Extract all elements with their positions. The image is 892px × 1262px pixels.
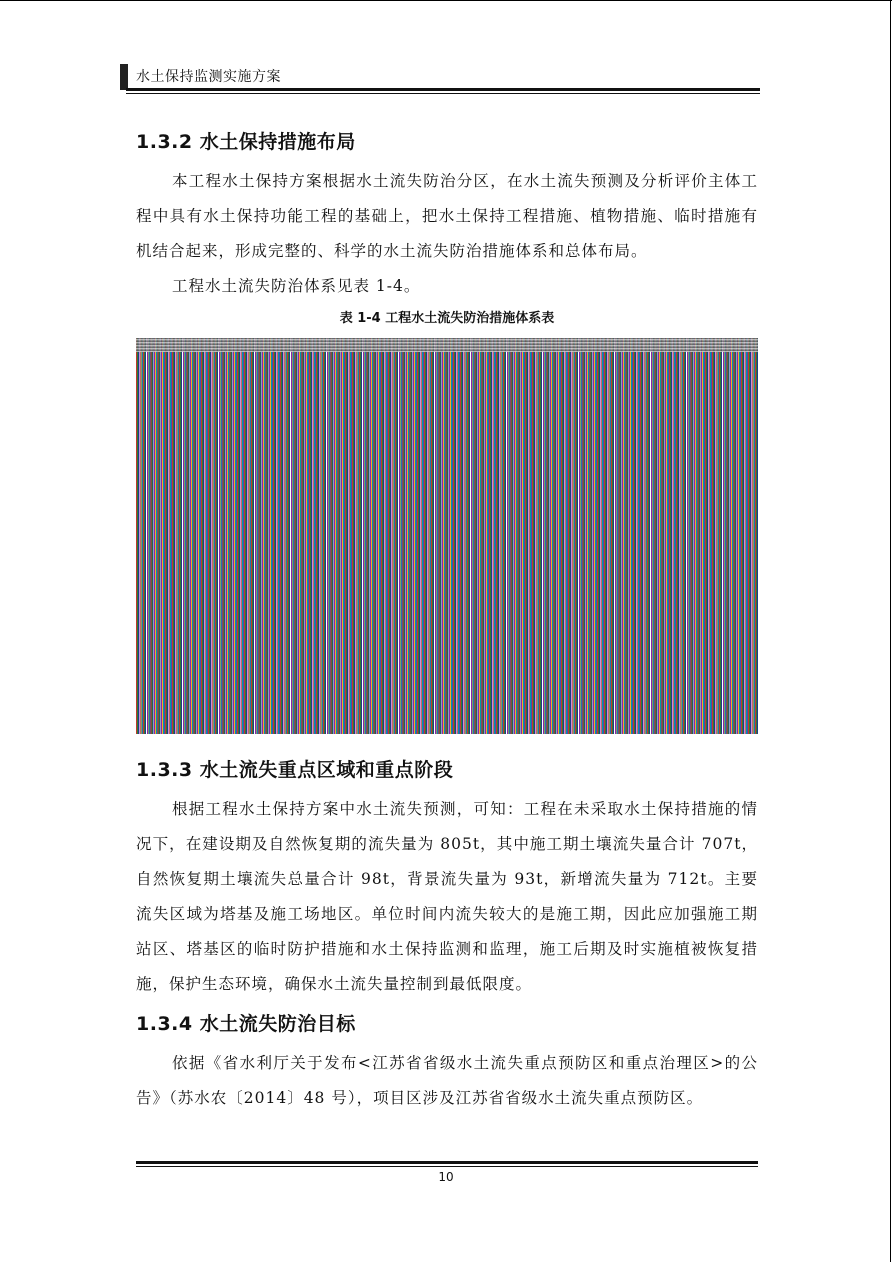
section-heading-1-3-2: 1.3.2 水土保持措施布局 xyxy=(136,131,356,153)
section-heading-1-3-3: 1.3.3 水土流失重点区域和重点阶段 xyxy=(136,759,454,781)
header-rule xyxy=(126,88,760,91)
page-border-top xyxy=(0,0,892,1)
table-image-corrupted xyxy=(136,338,758,734)
table-image-noise-band xyxy=(136,338,758,352)
paragraph: 本工程水土保持方案根据水土流失防治分区，在水土流失预测及分析评价主体工程中具有水土保持功能工程的基础上，把水土保持工程措施、植物措施、临时措施有机结合起来，形成完整的、科学的水土流失防治措施体系和总体布局。 xyxy=(136,172,758,260)
paragraph: 工程水土流失防治体系见表 1-4。 xyxy=(172,277,421,295)
page-number: 10 xyxy=(438,1170,454,1184)
page-border-right xyxy=(890,0,891,1262)
footer-rule xyxy=(136,1161,758,1164)
header-rule-thin xyxy=(126,93,760,94)
header-title: 水土保持监测实施方案 xyxy=(136,69,281,85)
header-marker xyxy=(120,64,128,90)
document-body xyxy=(136,120,758,1116)
footer-rule-thin xyxy=(136,1166,758,1167)
section-heading-1-3-4: 1.3.4 水土流失防治目标 xyxy=(136,1013,356,1035)
running-header xyxy=(120,64,760,94)
paragraph: 依据《省水利厅关于发布<江苏省省级水土流失重点预防区和重点治理区>的公告》（苏水农〔2014〕48 号），项目区涉及江苏省省级水土流失重点预防区。 xyxy=(136,1054,758,1107)
paragraph: 根据工程水土保持方案中水土流失预测，可知：工程在未采取水土保持措施的情况下，在建设期及自然恢复期的流失量为 805t，其中施工期土壤流失量合计 707t，自然恢复期土壤流失总量合计 98t，背景流失量为 93t，新增流失量为 712t。主要流失区域为塔基及施工场地区。单位时间内流失较大的是施工期，因此应加强施工期站区、塔基区的临时防护措施和水土保持监测和监理，施工后期及时实施植被恢复措施，保护生态环境，确保水土流失量控制到最低限度。 xyxy=(136,800,758,993)
table-caption: 表 1-4 工程水土流失防治措施体系表 xyxy=(339,311,555,326)
